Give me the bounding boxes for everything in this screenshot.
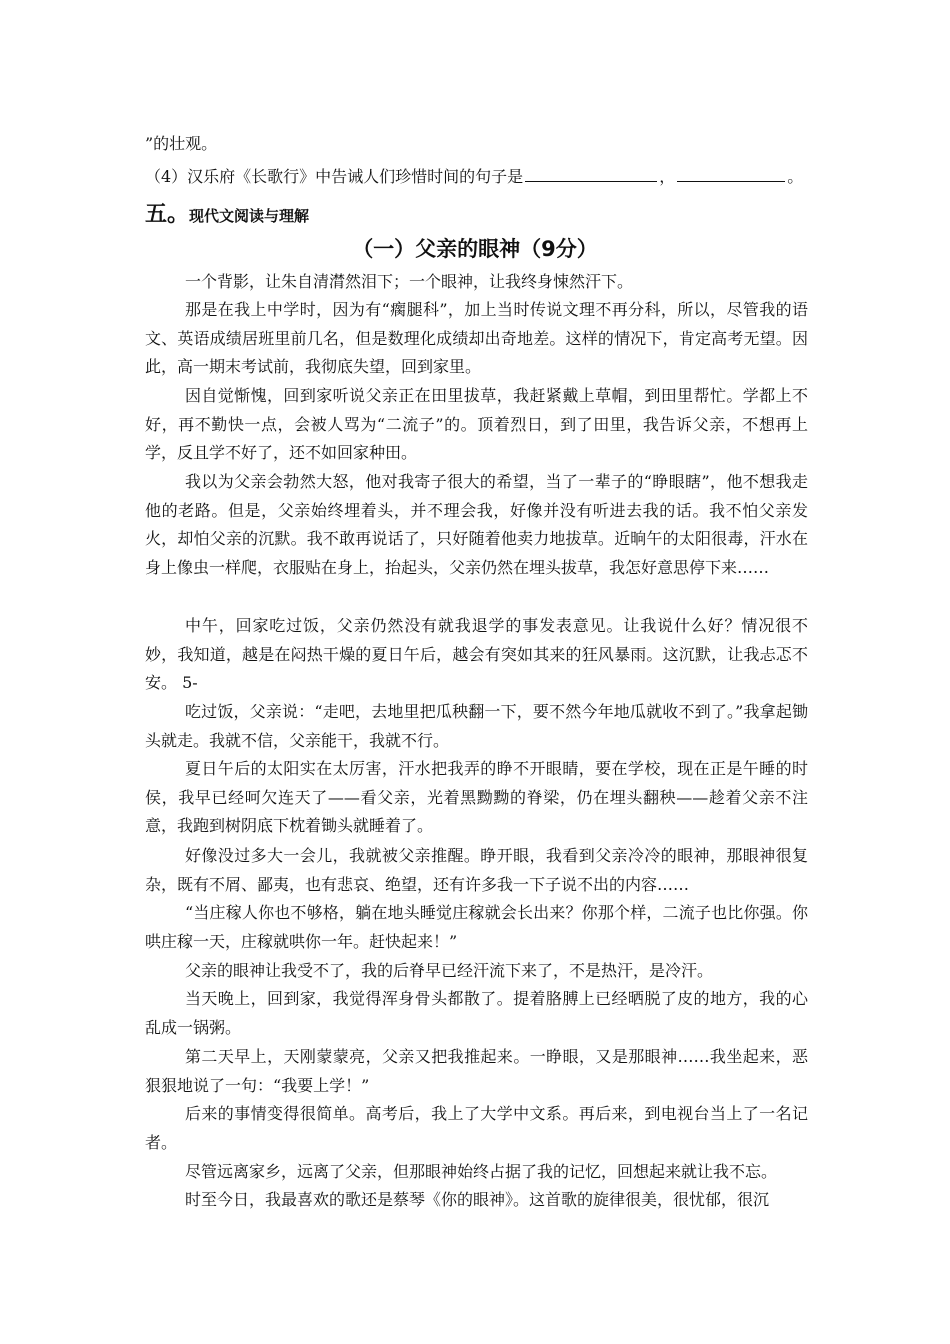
section-title: 现代文阅读与理解 xyxy=(189,207,310,225)
paragraph-9: “当庄稼人你也不够格，躺在地头睡觉庄稼就会长出来？你那个样，二流子也比你强。你哄庄稼一天，庄稼就哄你一年。赶快起来！” xyxy=(145,903,808,951)
paragraph-15: 时至今日，我最喜欢的歌还是蔡琴《你的眼神》。这首歌的旋律很美，很忧郁，很沉 xyxy=(185,1190,770,1209)
paragraph-10: 父亲的眼神让我受不了，我的后脊早已经汗流下来了，不是热汗，是冷汗。 xyxy=(185,961,714,980)
paragraph-5: 中午，回家吃过饭，父亲仍然没有就我退学的事发表意见。让我说什么好？情况很不妙，我知道，越是在闷热干燥的夏日午后，越会有突如其来的狂风暴雨。这沉默，让我忐忑不安。 5- xyxy=(145,616,808,693)
question-4-mid: ， xyxy=(659,167,676,186)
paragraph-8: 好像没过多大一会儿，我就被父亲推醒。睁开眼，我看到父亲冷冷的眼神，那眼神很复杂，既有不屑、鄙夷，也有悲哀、绝望，还有许多我一下子说不出的内容…… xyxy=(145,846,808,894)
paragraph-2: 那是在我上中学时，因为有“瘸腿科”，加上当时传说文理不再分科，所以，尽管我的语文、英语成绩居班里前几名，但是数理化成绩却出奇地差。这样的情况下，肯定高考无望。因此，高一期末考试前，我彻底失望，回到家里。 xyxy=(145,300,808,377)
question-4-end: 。 xyxy=(787,167,804,186)
paragraph-11: 当天晚上，回到家，我觉得浑身骨头都散了。提着胳膊上已经晒脱了皮的地方，我的心乱成一锅粥。 xyxy=(145,989,808,1037)
paragraph-3: 因自觉惭愧，回到家听说父亲正在田里拔草，我赶紧戴上草帽，到田里帮忙。学都上不好，再不勤快一点，会被人骂为“二流子”的。顶着烈日，到了田里，我告诉父亲，不想再上学，反且学不好了，还不如回家种田。 xyxy=(145,386,808,463)
article-title: （一）父亲的眼神（9分） xyxy=(352,237,598,261)
paragraph-14: 尽管远离家乡，远离了父亲，但那眼神始终占据了我的记忆，回想起来就让我不忘。 xyxy=(185,1162,778,1181)
answer-blank-2[interactable] xyxy=(677,180,785,182)
answer-blank-1[interactable] xyxy=(525,180,657,182)
top-fragment: ”的壮观。 xyxy=(145,134,218,153)
question-4 xyxy=(145,164,803,187)
paragraph-7: 夏日午后的太阳实在太厉害，汗水把我弄的睁不开眼睛，要在学校，现在正是午睡的时侯，我早已经呵欠连天了——看父亲，光着黑黝黝的脊梁，仍在埋头翻秧——趁着父亲不注意，我跑到树阴底下枕着锄头就睡着了。 xyxy=(145,759,808,836)
paragraph-4: 我以为父亲会勃然大怒，他对我寄子很大的希望，当了一辈子的“睁眼瞎”，他不想我走他的老路。但是，父亲始终埋着头，并不理会我，好像并没有听进去我的话。我不怕父亲发火，却怕父亲的沉默。我不敢再说话了，只好随着他卖力地拔草。近晌午的太阳很毒，汗水在身上像虫一样爬，衣服贴在身上，抬起头，父亲仍然在埋头拔草，我怎好意思停下来…… xyxy=(145,472,808,577)
section-number: 五。 xyxy=(145,202,190,227)
paragraph-13: 后来的事情变得很简单。高考后，我上了大学中文系。再后来，到电视台当上了一名记者。 xyxy=(145,1104,808,1152)
section-heading xyxy=(145,197,309,228)
paragraph-1: 一个背影，让朱自清潸然泪下；一个眼神，让我终身悚然汗下。 xyxy=(185,272,634,291)
question-4-prefix: （4）汉乐府《长歌行》中告诫人们珍惜时间的句子是 xyxy=(145,167,524,186)
paragraph-6: 吃过饭，父亲说：“走吧，去地里把瓜秧翻一下，要不然今年地瓜就收不到了。”我拿起锄头就走。我就不信，父亲能干，我就不行。 xyxy=(145,702,808,750)
paragraph-12: 第二天早上，天刚蒙蒙亮，父亲又把我推起来。一睁眼，又是那眼神……我坐起来，恶狠狠地说了一句：“我要上学！” xyxy=(145,1047,808,1095)
